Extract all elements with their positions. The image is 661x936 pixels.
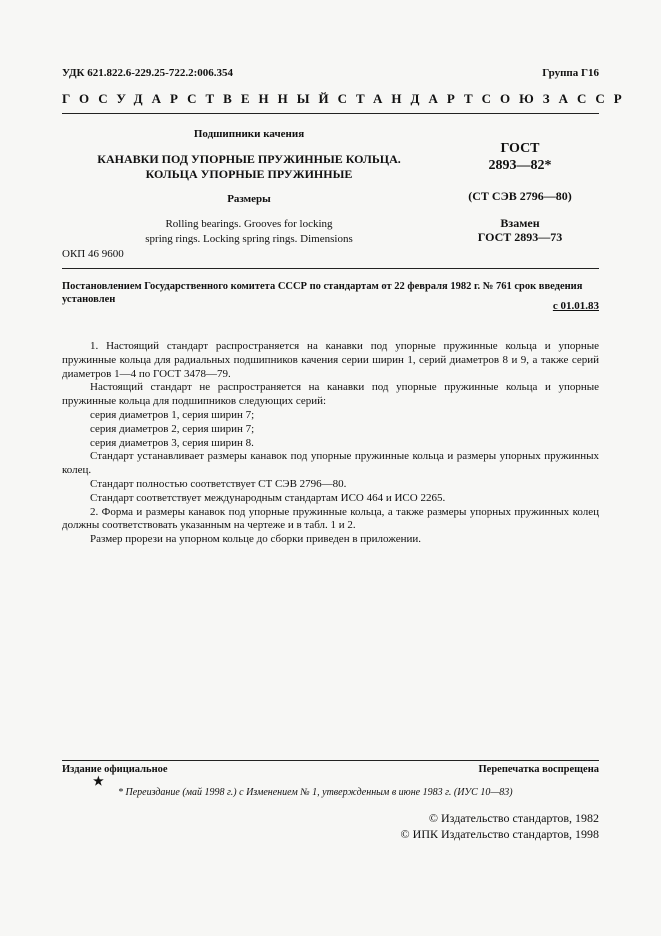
effective-date: с 01.01.83	[552, 300, 599, 312]
body-paragraph: 2. Форма и размеры канавок под упорные пружинные кольца, а также размеры упорных пружинных колец должны соответствовать указанным на чертеже и в табл. 1 и 2.	[62, 505, 599, 532]
document-title	[62, 152, 436, 182]
copyright-line: © ИПК Издательство стандартов, 1998	[400, 827, 599, 841]
replaces-value: ГОСТ 2893—73	[477, 230, 563, 244]
body-paragraph: Настоящий стандарт не распространяется на канавки под упорные пружинные кольца и упорные пружинные кольца для подшипников следующих серий:	[62, 381, 599, 408]
body-paragraph: Стандарт соответствует международным стандартам ИСО 464 и ИСО 2265.	[90, 491, 446, 504]
group-code: Группа Г16	[542, 67, 599, 79]
footer-divider	[62, 760, 599, 761]
heading-word: ГОСУДАРСТВЕННЫЙ	[62, 91, 338, 106]
english-title-line: Rolling bearings. Grooves for locking	[165, 218, 333, 230]
document-body	[62, 340, 599, 547]
reedition-note: * Переиздание (май 1998 г.) с Изменением № 1, утвержденным в июне 1983 г. (ИУС 10—83)	[118, 787, 513, 798]
copyright-block	[401, 810, 599, 842]
gost-number: 2893—82*	[488, 158, 552, 173]
st-sev-reference: (СТ СЭВ 2796—80)	[468, 189, 572, 203]
list-item: серия диаметров 1, серия ширин 7;	[90, 408, 255, 421]
body-paragraph: Размер прорези на упорном кольце до сборки приведен в приложении.	[90, 533, 422, 546]
top-divider	[62, 113, 599, 114]
title-line: КОЛЬЦА УПОРНЫЕ ПРУЖИННЫЕ	[145, 167, 353, 181]
heading-word: СТАНДАРТ	[337, 91, 482, 106]
subtitle: Размеры	[227, 193, 271, 205]
list-item: серия диаметров 3, серия ширин 8.	[90, 436, 254, 449]
header-bottom-divider	[62, 268, 599, 269]
english-title-line: spring rings. Locking spring rings. Dimensions	[145, 233, 353, 245]
copyright-line: © Издательство стандартов, 1982	[428, 811, 599, 825]
okp-code: ОКП 46 9600	[62, 248, 124, 260]
state-standard-heading	[62, 91, 631, 107]
english-title	[62, 217, 436, 247]
official-edition-label: Издание официальное	[62, 764, 168, 775]
body-paragraph: 1. Настоящий стандарт распространяется на канавки под упорные пружинные кольца и упорные пружинные кольца для радиальных подшипников качения серии ширин 1, серий диаметров 8 и 9, а также серий диаметров 1—4 по ГОСТ 3478—79.	[62, 340, 599, 380]
body-paragraph: Стандарт устанавливает размеры канавок под упорные пружинные кольца и размеры упорных пружинных колец.	[62, 450, 599, 477]
star-mark: ★	[93, 774, 104, 788]
body-paragraph: Стандарт полностью соответствует СТ СЭВ 2796—80.	[90, 477, 347, 490]
heading-word: ССР	[577, 91, 631, 106]
gost-label: ГОСТ	[500, 141, 540, 156]
title-line: КАНАВКИ ПОД УПОРНЫЕ ПРУЖИННЫЕ КОЛЬЦА.	[97, 152, 401, 166]
replaces-label: Взамен	[500, 216, 540, 230]
gost-designation	[440, 140, 600, 174]
replaces-block	[440, 216, 600, 244]
no-reprint-label: Перепечатка воспрещена	[478, 764, 599, 775]
heading-word: СОЮЗА	[481, 91, 578, 106]
list-item: серия диаметров 2, серия ширин 7;	[90, 422, 255, 435]
udk-code: УДК 621.822.6-229.25-722.2:006.354	[62, 67, 233, 79]
decree-text: Постановлением Государственного комитета СССР по стандартам от 22 февраля 1982 г. № 761 срок введения установлен	[62, 281, 583, 305]
subject-heading: Подшипники качения	[193, 128, 305, 140]
